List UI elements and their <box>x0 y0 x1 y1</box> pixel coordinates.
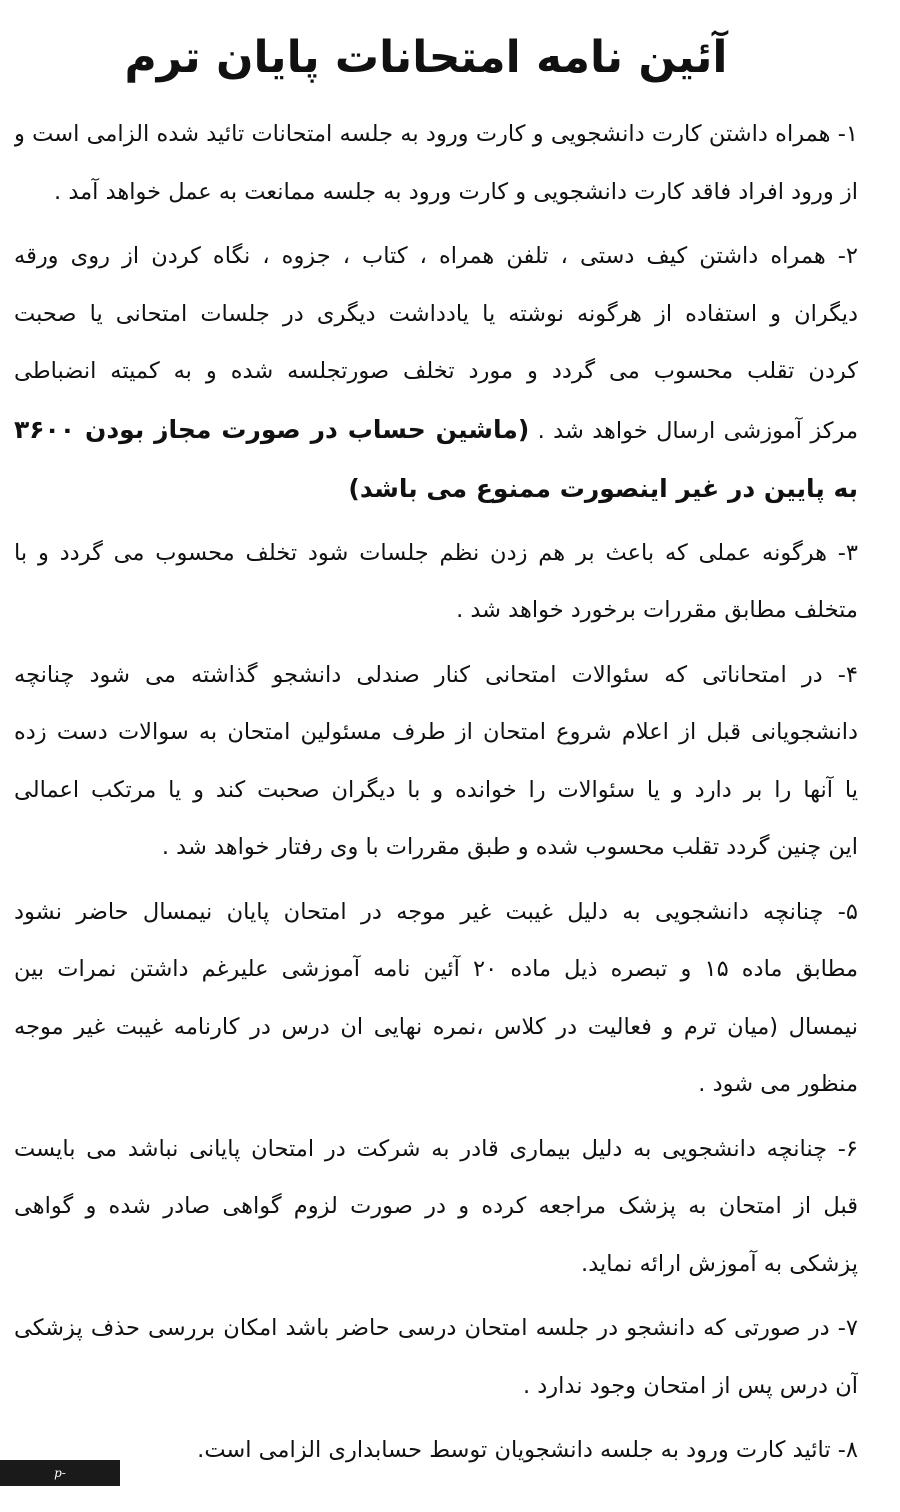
rule-line-plain-part: مرکز آموزشی ارسال خواهد شد . <box>529 417 858 444</box>
rule-line: پزشکی به آموزش ارائه نماید. <box>581 1250 858 1277</box>
rule-line: مطابق ماده ۱۵ و تبصره ذیل ماده ۲۰ آئین نامه آموزشی علیرغم داشتن نمرات بین <box>14 956 858 982</box>
rule-line-with-bold <box>14 401 858 461</box>
rule-line: ۳- هرگونه عملی که باعث بر هم زدن نظم جلسات شود تخلف محسوب می گردد و با <box>14 539 858 566</box>
rule-7 <box>14 1300 858 1415</box>
rule-2 <box>14 228 858 518</box>
rule-line: دیگران و استفاده از هرگونه نوشته یا یادداشت دیگری در جلسات امتحانی یا صحبت <box>14 300 858 327</box>
rule-line: دانشجویانی قبل از اعلام شروع امتحان از طرف مسئولین امتحان به سوالات دست زده <box>14 719 858 745</box>
rule-line: کردن تقلب محسوب می گردد و مورد تخلف صورتجلسه شده و به کمیته انضباطی <box>14 358 858 384</box>
calculator-note-part-2: به پایین در غیر اینصورت ممنوع می باشد) <box>348 474 858 503</box>
rule-line: ۵- چنانچه دانشجویی به دلیل غیبت غیر موجه در امتحان پایان نیمسال حاضر نشود <box>14 898 858 925</box>
rule-3 <box>14 525 858 640</box>
rule-1 <box>14 106 858 221</box>
rule-line: قبل از امتحان به پزشک مراجعه کرده و در صورت لزوم گواهی صادر شده و گواهی <box>14 1193 858 1219</box>
rule-line: ۲- همراه داشتن کیف دستی ، تلفن همراه ، کتاب ، جزوه ، نگاه کردن از روی ورقه <box>14 243 858 269</box>
rule-line: یا آنها را بر دارد و یا سئوالات را خوانده و با دیگران صحبت کند و یا مرتکب اعمالی <box>14 776 858 803</box>
rule-line: متخلف مطابق مقررات برخورد خواهد شد . <box>456 597 858 623</box>
site-watermark: p-estahban.nus.ac.ir <box>0 1460 120 1486</box>
rule-line: نیمسال (میان ترم و فعالیت در کلاس ،نمره نهایی ان درس در کارنامه غیبت غیر موجه <box>14 1013 858 1040</box>
page-title: آئین نامه امتحانات پایان ترم <box>124 32 728 83</box>
rule-line: ۴- در امتحاناتی که سئوالات امتحانی کنار صندلی دانشجو گذاشته می شود چنانچه <box>14 661 858 688</box>
rule-line: از ورود افراد فاقد کارت دانشجویی و کارت ورود به جلسه ممانعت به عمل خواهد آمد . <box>54 178 858 205</box>
rule-line: آن درس پس از امتحان وجود ندارد . <box>522 1372 858 1399</box>
rule-6 <box>14 1121 858 1294</box>
rule-line: این چنین گردد تقلب محسوب شده و طبق مقررات با وی رفتار خواهد شد . <box>161 834 858 860</box>
rule-line: منظور می شود . <box>698 1071 858 1097</box>
rule-8 <box>14 1422 858 1480</box>
rule-4 <box>14 647 858 877</box>
rule-line: ۷- در صورتی که دانشجو در جلسه امتحان درسی حاضر باشد امکان بررسی حذف پزشکی <box>14 1315 858 1341</box>
rule-5 <box>14 884 858 1114</box>
rule-line: ۶- چنانچه دانشجویی به دلیل بیماری قادر به شرکت در امتحان پایانی نباشد می بایست <box>14 1135 858 1162</box>
rule-line: ۱- همراه داشتن کارت دانشجویی و کارت ورود به جلسه امتحانات تائید شده الزامی است و <box>14 121 858 147</box>
rule-line: ۸- تائید کارت ورود به جلسه دانشجویان توسط حسابداری الزامی است. <box>197 1437 858 1463</box>
calculator-note-part-1: (ماشین حساب در صورت مجاز بودن ۳۶۰۰ <box>14 414 530 444</box>
